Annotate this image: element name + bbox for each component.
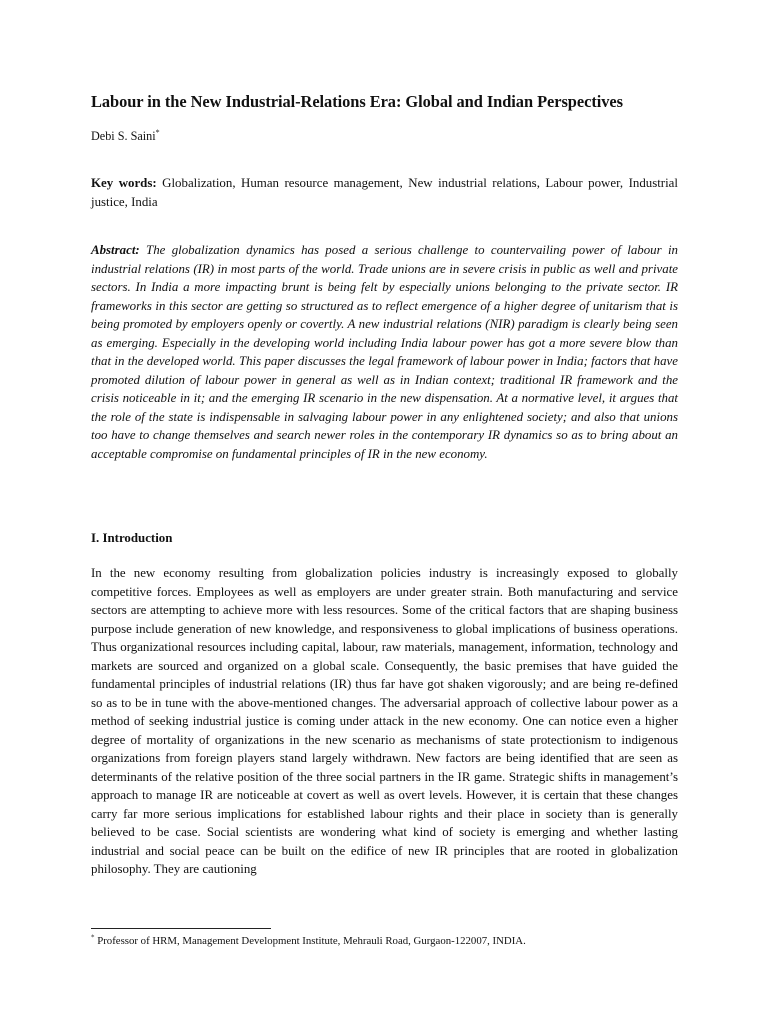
introduction-paragraph: In the new economy resulting from globalization policies industry is increasingly exposed to globally competitive forces. Employees as well as employers are under greater strain. Both manufacturing and service sectors are attempting to achieve more with less resources. Some of the critical factors that are shaping business purpose include generation of new knowledge, and responsiveness to global implications of business operations. Thus organizational resources including capital, labour, raw materials, management, information, technology and markets are sourced and organized on a global scale. Consequently, the basic premises that have guided the fundamental principles of industrial relations (IR) thus far have got shaken vigorously; and are being re-defined so as to be in tune with the above-mentioned changes. The adversarial approach of collective labour power as a method of seeking industrial justice is coming under attack in the new economy. One can notice even a higher degree of mortality of organizations in the new scenario as mechanisms of state protectionism to indigenous organizations from foreign players stand largely withdrawn. New factors are being identified that are seen as determinants of the relative position of the three social partners in the IR game. Strategic shifts in management’s approach to manage IR are noticeable at covert as well as overt levels. However, it is certain that these changes carry far more serious implications for established labour rights and their place in society than is generally believed to be case. Social scientists are wondering what kind of society is emerging and whether lasting industrial and social peace can be built on the edifice of new IR principles that are rooted in globalization philosophy. They are cautioning	[91, 566, 678, 876]
abstract-paragraph	[91, 241, 678, 463]
footnote-mark: *	[91, 933, 95, 942]
author-line	[91, 128, 160, 144]
author-name: Debi S. Saini	[91, 129, 156, 143]
abstract-label: Abstract:	[91, 243, 140, 257]
keywords-paragraph	[91, 174, 678, 211]
author-footnote-mark: *	[155, 127, 160, 137]
footnote-divider	[91, 928, 271, 929]
footnote	[91, 934, 678, 948]
keywords-text: Globalization, Human resource management, New industrial relations, Labour power, Industrial justice, India	[91, 176, 678, 209]
paper-title: Labour in the New Industrial-Relations Era: Global and Indian Perspectives	[91, 92, 623, 111]
section-heading-introduction: I. Introduction	[91, 531, 173, 545]
abstract-text: The globalization dynamics has posed a serious challenge to countervailing power of labour in industrial relations (IR) in most parts of the world. Trade unions are in severe crisis in public as well and private sectors. In India a more impacting brunt is being felt by especially unions belonging to the private sector. IR frameworks in this sector are getting so structured as to reflect emergence of a higher degree of unitarism that is being promoted by employers openly or covertly. A new industrial relations (NIR) paradigm is clearly being seen as emerging. Especially in the developing world including India labour power has got a more severe blow than that in the developed world. This paper discusses the legal framework of labour power in India; factors that have promoted dilution of labour power in general as well as in Indian context; traditional IR framework and the crisis noticeable in it; and the emerging IR scenario in the new dispensation. At a normative level, it argues that the role of the state is indispensable in salvaging labour power in any enlightened society; and also that unions too have to change themselves and search newer roles in the contemporary IR dynamics so as to bring about an acceptable compromise on fundamental principles of IR in the new economy.	[91, 243, 678, 461]
footnote-text: Professor of HRM, Management Development Institute, Mehrauli Road, Gurgaon-122007, INDIA.	[94, 935, 526, 947]
keywords-label: Key words:	[91, 176, 157, 190]
